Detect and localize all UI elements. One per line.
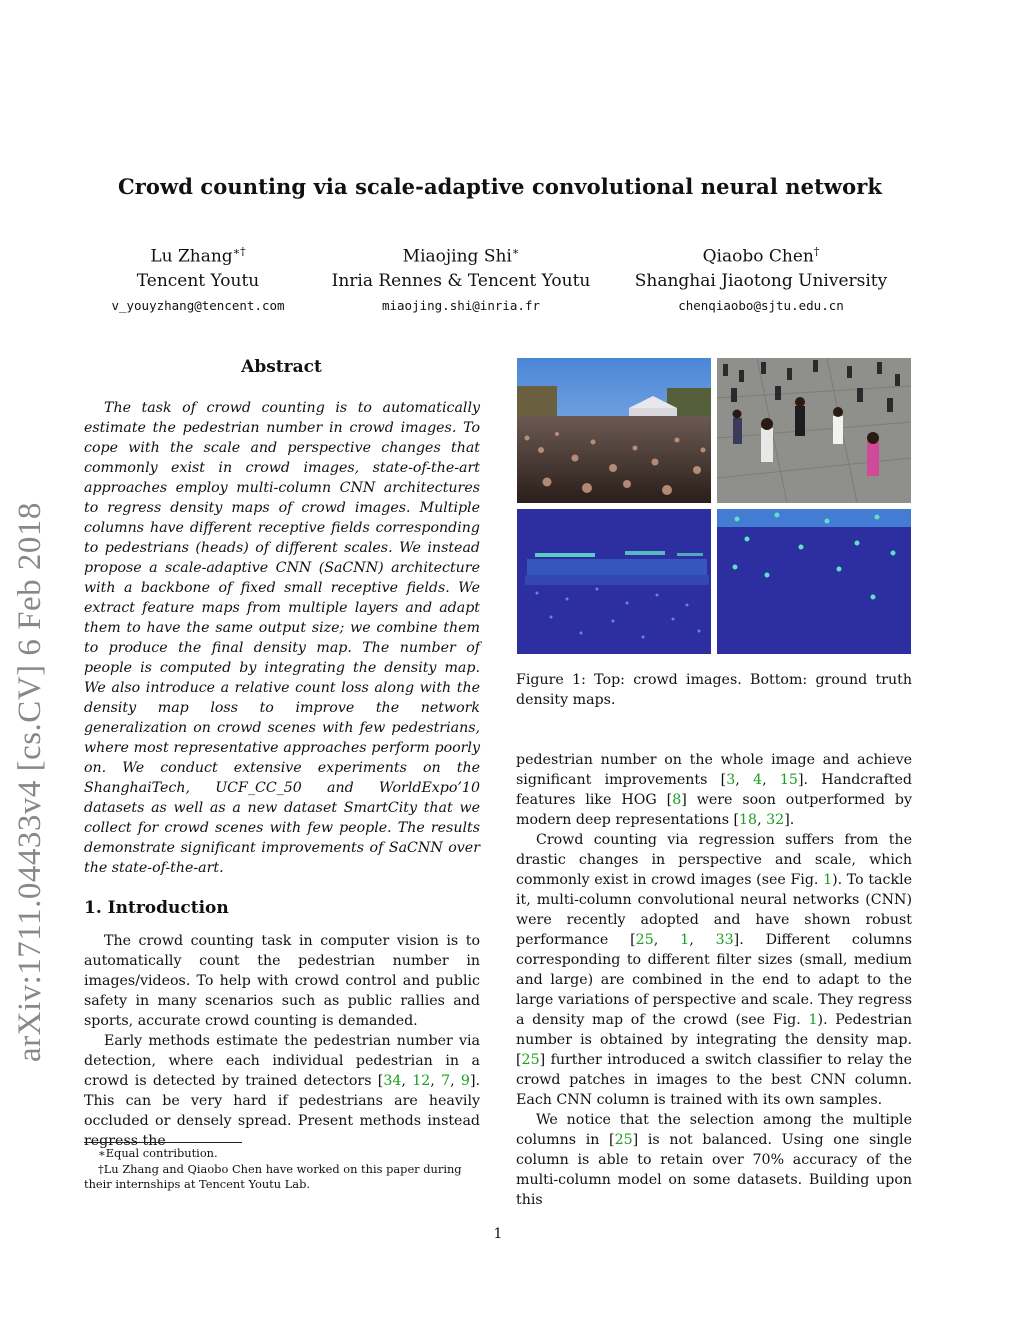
figure-1-caption: Figure 1: Top: crowd images. Bottom: ground truth density maps. <box>516 672 912 708</box>
author-email[interactable]: miaojing.shi@inria.fr <box>381 297 541 313</box>
citation-link[interactable]: 18 <box>739 812 758 828</box>
author-email[interactable]: chenqiaobo@sjtu.edu.cn <box>678 297 844 313</box>
footnote-rule <box>84 1142 242 1143</box>
citation-link[interactable]: 32 <box>766 812 785 828</box>
citation-link[interactable]: 25 <box>614 1132 633 1148</box>
figure-density-map-right <box>717 509 911 654</box>
page-number: 1 <box>493 1226 503 1242</box>
author-email[interactable]: v_youyzhang@tencent.com <box>111 297 285 313</box>
author-block-1 <box>98 240 298 319</box>
citation-link[interactable]: 25 <box>635 932 654 948</box>
footnote-equal-contribution: ∗Equal contribution. <box>98 1146 218 1160</box>
citation-link[interactable]: 34 <box>383 1073 402 1089</box>
density-map-left <box>517 509 711 654</box>
citation-link[interactable]: 3 <box>726 772 736 788</box>
figure-crowd-photo-left <box>517 358 711 503</box>
density-map-right <box>717 509 911 654</box>
right-paragraph-3: We notice that the selection among the multiple columns in [25] is not balanced. Using one single column is able to retain over 70% accuracy of the multi-column model on some datasets. Building upon this <box>516 1112 912 1208</box>
intro-left-column <box>84 931 480 1151</box>
author-name: Miaojing Shi <box>402 246 512 267</box>
crowd-rally-photo <box>517 358 711 503</box>
abstract-text: The task of crowd counting is to automatically estimate the pedestrian number in crowd images. To cope with the scale and perspective changes that commonly exist in crowd images, state-of-the-art approaches employ multi-column CNN architectures to regress density maps of crowd images. Multiple columns have different receptive fields corresponding to pedestrians (heads) of different scales. We instead propose a scale-adaptive CNN (SaCNN) architecture with a backbone of fixed small receptive fields. We extract feature maps from multiple layers and adapt them to have the same output size; we combine them to produce the final density map. The number of people is computed by integrating the density map. We also introduce a relative count loss along with the density map loss to improve the network generalization on crowd scenes with few pedestrians, where most representative approaches perform poorly on. We conduct extensive experiments on the ShanghaiTech, UCF_CC_50 and WorldExpo’10 datasets as well as a new dataset SmartCity that we collect for crowd scenes with few people. The results demonstrate significant improvements of SaCNN over the state-of-the-art. <box>84 400 480 876</box>
citation-link[interactable]: 33 <box>715 932 734 948</box>
abstract-heading: Abstract <box>241 357 322 377</box>
author-affiliation: Shanghai Jiaotong University <box>634 270 888 291</box>
right-paragraph-1: pedestrian number on the whole image and achieve significant improvements [3, 4, 15]. Handcrafted features like HOG [8] were soon outperformed by modern deep representations [18, 32]. <box>516 752 912 828</box>
author-affiliation: Tencent Youtu <box>136 270 260 291</box>
figure-ref-link[interactable]: 1 <box>808 1012 818 1028</box>
citation-link[interactable]: 8 <box>672 792 682 808</box>
footnote-internship: †Lu Zhang and Qiaobo Chen have worked on this paper during their internships at Tencent Youtu Lab. <box>84 1161 462 1191</box>
citation-link[interactable]: 9 <box>460 1073 470 1089</box>
citation-link[interactable]: 4 <box>753 772 763 788</box>
author-affiliation: Inria Rennes & Tencent Youtu <box>331 270 591 291</box>
intro-paragraph-2: Early methods estimate the pedestrian number via detection, where each individual pedestrian in a crowd is detected by trained detectors [34, 12, 7, 9]. This can be very hard if pedestrians are heavily occluded or densely spread. Present methods instead regress the <box>84 1033 480 1149</box>
citation-link[interactable]: 25 <box>521 1052 540 1068</box>
author-name: Qiaobo Chen <box>702 246 814 267</box>
footnotes <box>84 1146 480 1193</box>
author-name: Lu Zhang <box>150 246 233 267</box>
citation-link[interactable]: 1 <box>680 932 690 948</box>
author-block-3 <box>628 240 894 319</box>
author-block-2 <box>318 240 604 319</box>
citation-link[interactable]: 12 <box>412 1073 431 1089</box>
intro-paragraph-1: The crowd counting task in computer vision is to automatically count the pedestrian number in images/videos. To help with crowd control and public safety in many scenarios such as public rallies and sports, accurate crowd counting is demanded. <box>84 933 480 1029</box>
author-marks: † <box>813 245 820 258</box>
citation-link[interactable]: 7 <box>441 1073 451 1089</box>
figure-density-map-left <box>517 509 711 654</box>
section-heading-introduction: 1. Introduction <box>84 898 229 918</box>
author-marks: ∗ <box>511 245 520 258</box>
right-paragraph-2: Crowd counting via regression suffers from the drastic changes in perspective and scale, which commonly exist in crowd images (see Fig. 1). To tackle it, multi-column convolutional neural networks (CNN) were recently adopted and have shown robust performance [25, 1, 33]. Different columns corresponding to different filter sizes (small, medium and large) are combined in the end to adapt to the large variations of perspective and scale. They regress a density map of the crowd (see Fig. 1). Pedestrian number is obtained by integrating the density map. [25] further introduced a switch classifier to relay the crowd patches in images to the best CNN column. Each CNN column is trained with its own samples. <box>516 832 912 1108</box>
intro-right-column <box>516 750 912 1210</box>
paper-title: Crowd counting via scale-adaptive convolutional neural network <box>117 174 883 199</box>
arxiv-stamp: arXiv:1711.04433v4 [cs.CV] 6 Feb 2018 <box>12 502 48 1062</box>
figure-ref-link[interactable]: 1 <box>823 872 833 888</box>
citation-link[interactable]: 15 <box>779 772 798 788</box>
figure-crowd-photo-right <box>717 358 911 503</box>
plaza-crowd-photo <box>717 358 911 503</box>
author-marks: ∗† <box>232 245 246 258</box>
